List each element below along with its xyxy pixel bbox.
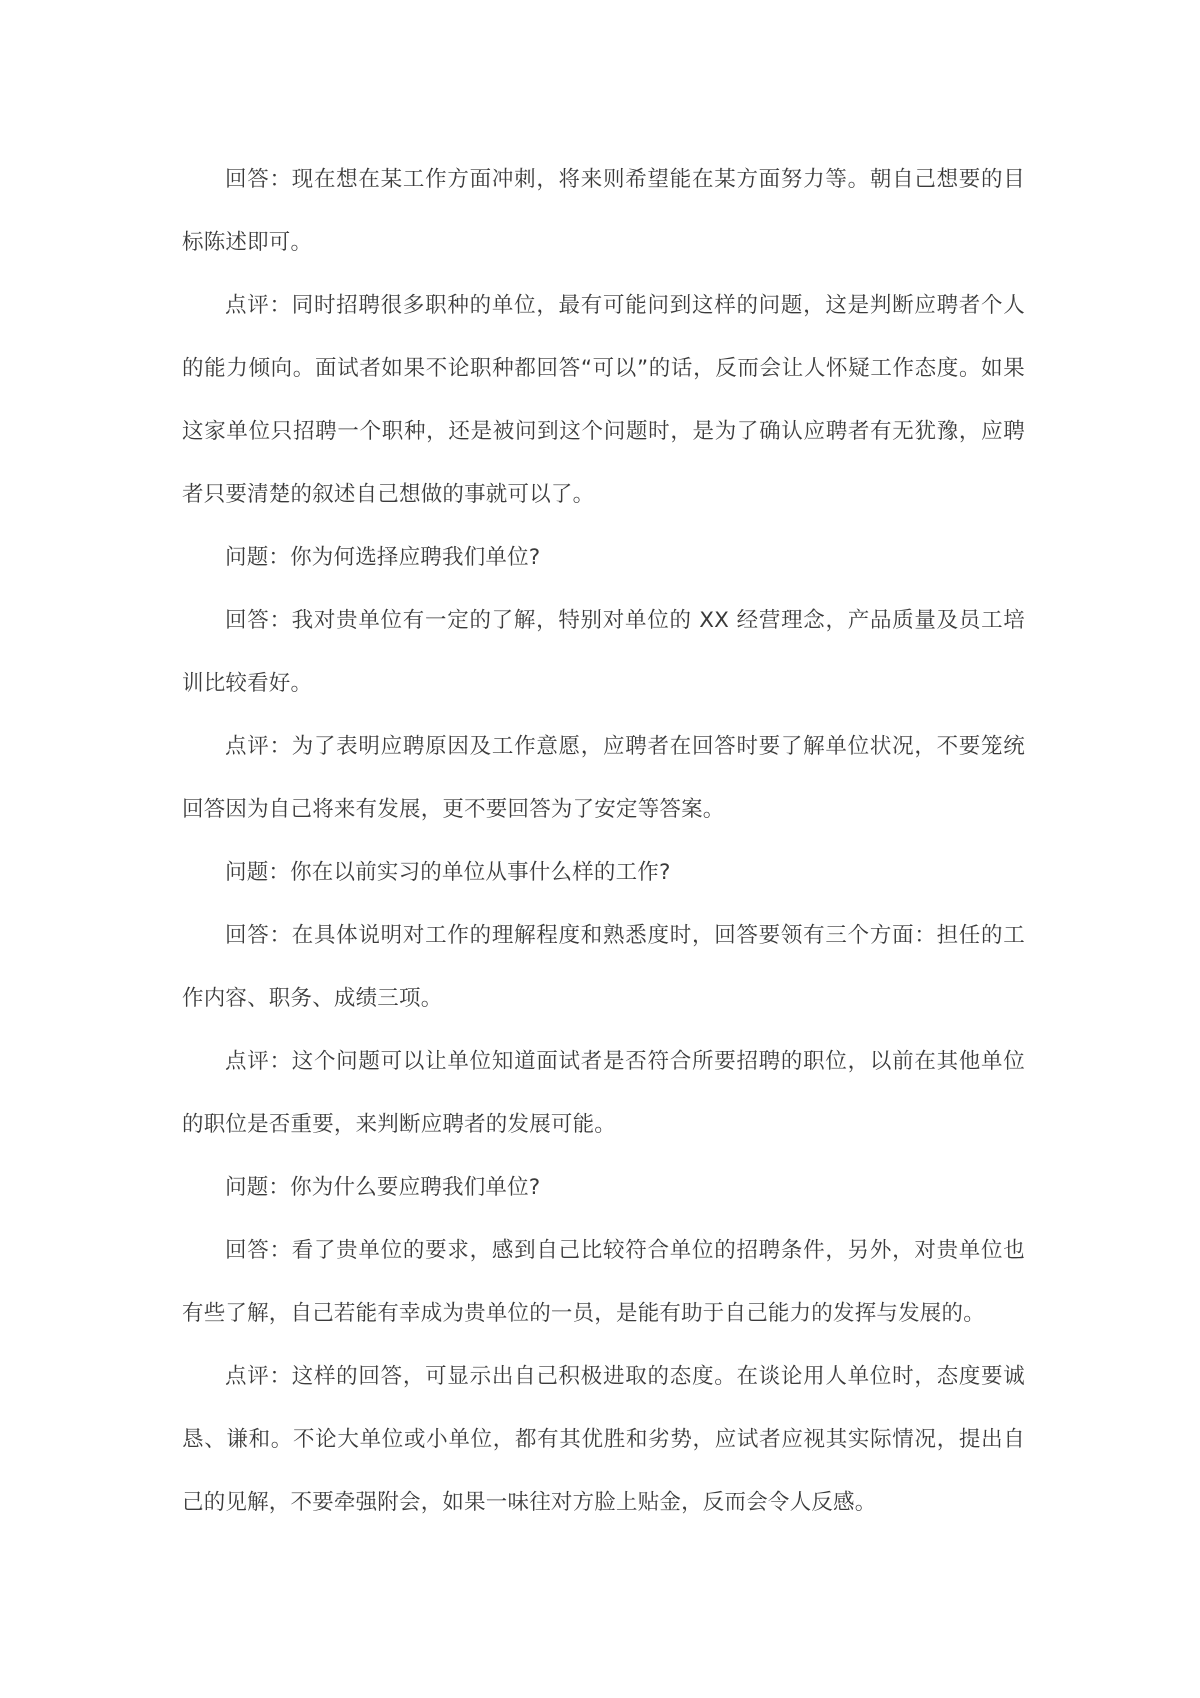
answer-paragraph: 回答：在具体说明对工作的理解程度和熟悉度时，回答要领有三个方面：担任的工作内容、职务、成绩三项。 <box>182 923 1025 1011</box>
comment-paragraph: 点评：这个问题可以让单位知道面试者是否符合所要招聘的职位，以前在其他单位的职位是否重要，来判断应聘者的发展可能。 <box>182 1049 1025 1137</box>
comment-paragraph: 点评：同时招聘很多职种的单位，最有可能问到这样的问题，这是判断应聘者个人的能力倾向。面试者如果不论职种都回答“可以”的话，反而会让人怀疑工作态度。如果这家单位只招聘一个职种，还是被问到这个问题时，是为了确认应聘者有无犹豫，应聘者只要清楚的叙述自己想做的事就可以了。 <box>182 293 1025 507</box>
answer-paragraph: 回答：我对贵单位有一定的了解，特别对单位的 XX 经营理念，产品质量及员工培训比较看好。 <box>182 608 1025 696</box>
comment-paragraph: 点评：这样的回答，可显示出自己积极进取的态度。在谈论用人单位时，态度要诚恳、谦和。不论大单位或小单位，都有其优胜和劣势，应试者应视其实际情况，提出自己的见解，不要牵强附会，如果一味往对方脸上贴金，反而会令人反感。 <box>182 1364 1025 1515</box>
answer-paragraph: 回答：现在想在某工作方面冲刺，将来则希望能在某方面努力等。朝自己想要的目标陈述即可。 <box>182 167 1025 255</box>
question-paragraph: 问题：你为何选择应聘我们单位? <box>225 545 541 570</box>
answer-paragraph: 回答：看了贵单位的要求，感到自己比较符合单位的招聘条件，另外，对贵单位也有些了解，自己若能有幸成为贵单位的一员，是能有助于自己能力的发挥与发展的。 <box>182 1238 1025 1326</box>
question-paragraph: 问题：你在以前实习的单位从事什么样的工作? <box>225 860 671 885</box>
comment-paragraph: 点评：为了表明应聘原因及工作意愿，应聘者在回答时要了解单位状况，不要笼统回答因为自己将来有发展，更不要回答为了安定等答案。 <box>182 734 1025 822</box>
question-paragraph: 问题：你为什么要应聘我们单位? <box>225 1175 541 1200</box>
document-body <box>182 148 1025 1534</box>
